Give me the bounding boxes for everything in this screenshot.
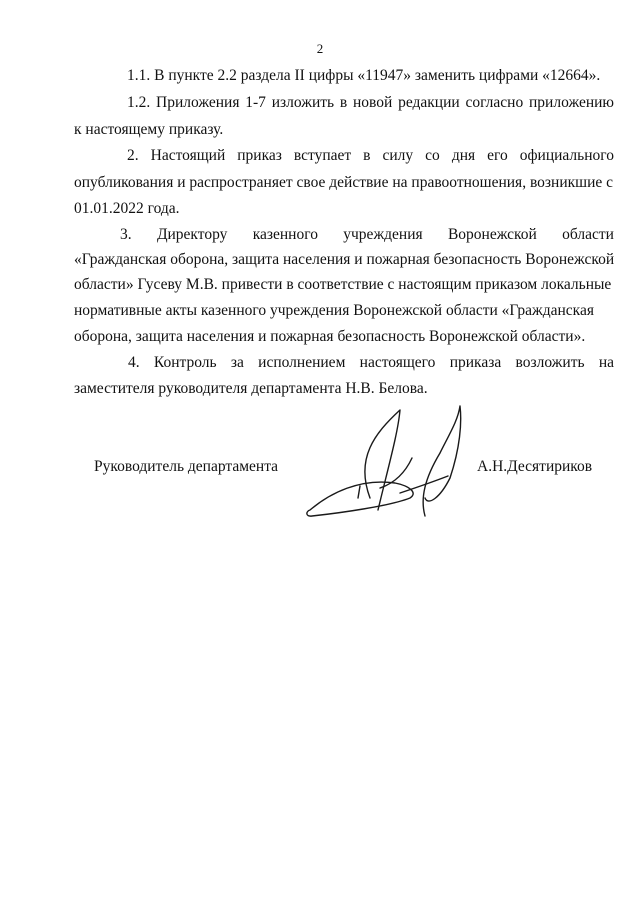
word: вступает — [293, 147, 352, 164]
word: приказ — [237, 147, 282, 164]
word: новой — [352, 94, 393, 111]
word: казенного — [252, 226, 318, 243]
word: Контроль — [153, 354, 217, 371]
handwritten-signature — [300, 398, 500, 528]
paragraph-1-1: 1.1. В пункте 2.2 раздела II цифры «11947» заменить цифрами «12664». — [127, 67, 601, 84]
word: за — [230, 354, 244, 371]
word: его — [487, 147, 508, 164]
word: 2. — [127, 147, 139, 164]
word: Приложения — [156, 94, 240, 111]
word: со — [425, 147, 440, 164]
word: Настоящий — [150, 147, 226, 164]
word: 3. — [120, 226, 132, 243]
word: редакции — [398, 94, 460, 111]
word: приказа — [449, 354, 502, 371]
word: учреждения — [343, 226, 423, 243]
word: возложить — [515, 354, 585, 371]
word: в — [363, 147, 371, 164]
paragraph-1-2-line-2: к настоящему приказу. — [74, 121, 224, 138]
paragraph-3-line-4: нормативные акты казенного учреждения Воронежской области «Гражданская — [74, 302, 594, 319]
paragraph-2-line-1 — [127, 147, 614, 165]
word: настоящего — [359, 354, 436, 371]
word: области — [562, 226, 614, 243]
word: 4. — [128, 354, 140, 371]
page-number: 2 — [316, 41, 324, 56]
paragraph-3-line-5: оборона, защита населения и пожарная безопасность Воронежской области». — [74, 328, 586, 345]
word: 1-7 — [245, 94, 266, 111]
paragraph-3-line-1 — [120, 226, 614, 244]
word: Воронежской — [447, 226, 537, 243]
signer-name: А.Н.Десятириков — [477, 458, 593, 475]
word: исполнением — [258, 354, 346, 371]
paragraph-4-line-2: заместителя руководителя департамента Н.В. Белова. — [74, 380, 428, 397]
paragraph-3-line-3: области» Гусеву М.В. привести в соответствие с настоящим приказом локальные — [74, 276, 612, 293]
word: дня — [451, 147, 476, 164]
word: 1.2. — [127, 94, 151, 111]
word: на — [598, 354, 614, 371]
word: приложению — [529, 94, 614, 111]
word: в — [339, 94, 348, 111]
word: согласно — [465, 94, 524, 111]
paragraph-2-line-3: 01.01.2022 года. — [74, 200, 180, 217]
paragraph-2-line-2: опубликования и распространяет свое действие на правоотношения, возникшие с — [74, 174, 614, 191]
word: изложить — [271, 94, 335, 111]
word: Директору — [156, 226, 228, 243]
word: силу — [382, 147, 414, 164]
paragraph-3-line-2: «Гражданская оборона, защита населения и пожарная безопасность Воронежской — [74, 251, 615, 268]
paragraph-1-2-line-1 — [127, 94, 614, 112]
word: официального — [519, 147, 614, 164]
signer-position: Руководитель департамента — [94, 458, 279, 475]
paragraph-4-line-1 — [128, 354, 614, 372]
